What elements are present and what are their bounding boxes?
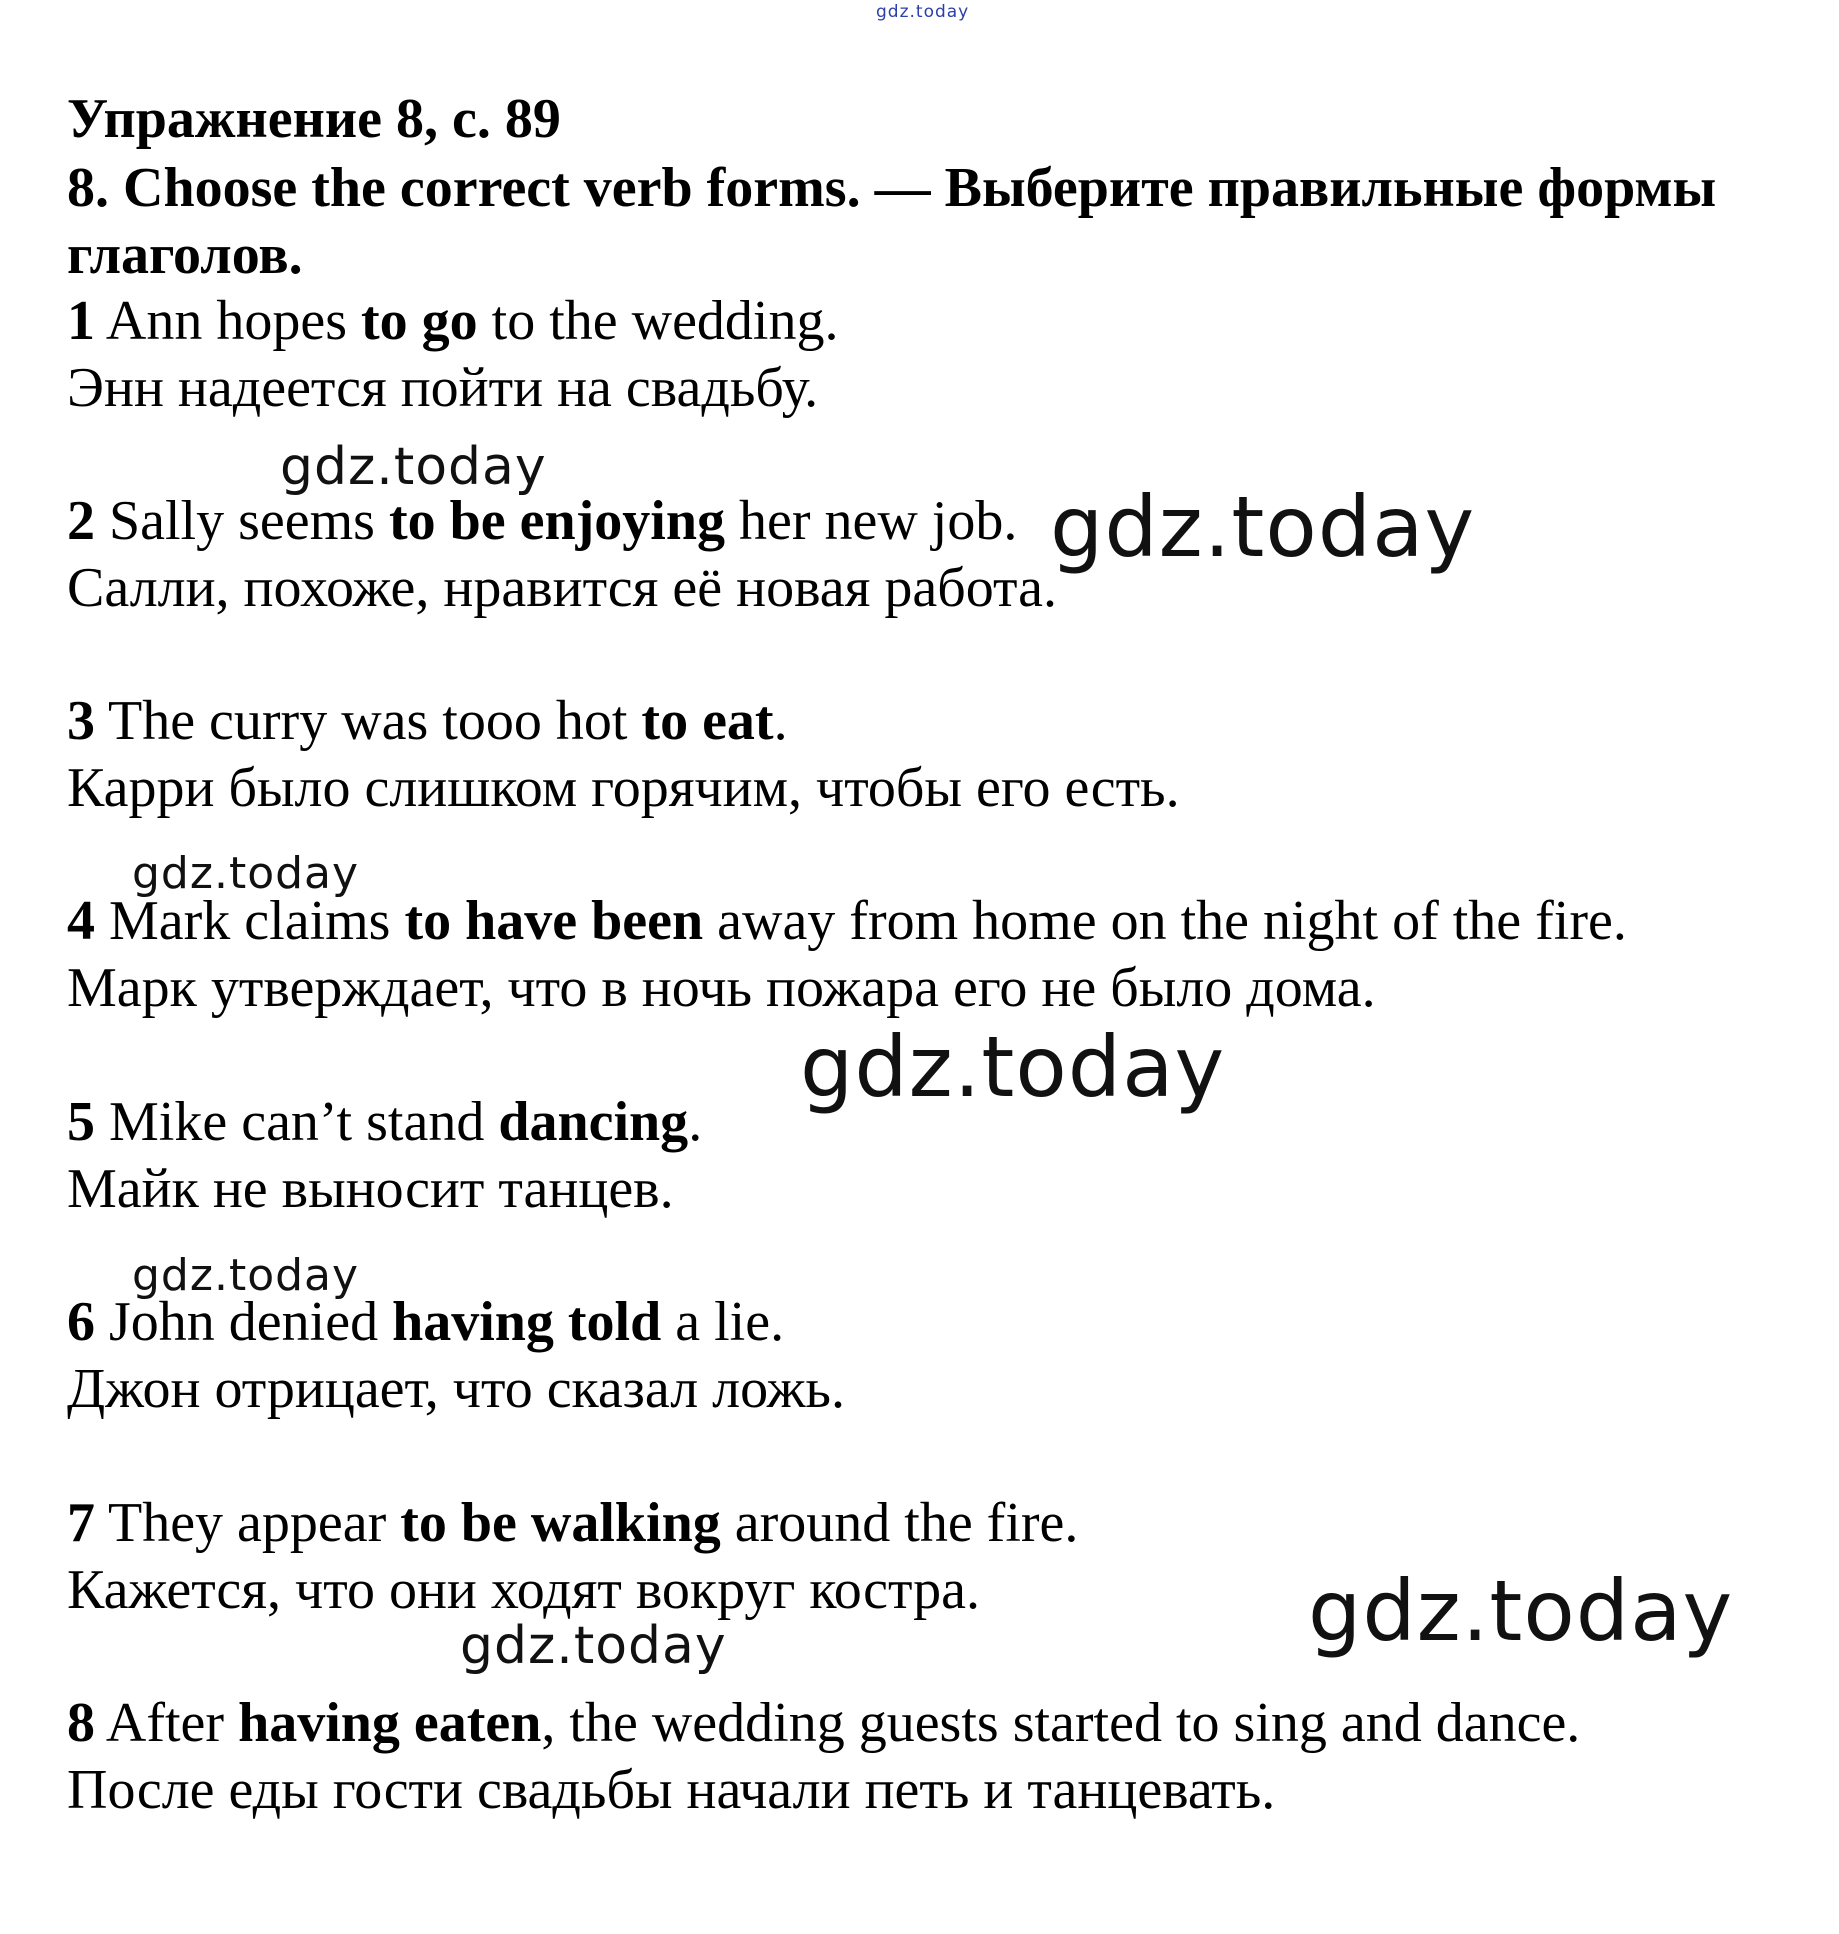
watermark-3: gdz.today [132,848,360,899]
item-6-russian: Джон отрицает, что сказал ложь. [67,1358,845,1420]
watermark-1: gdz.today [280,437,547,497]
item-6-english: 6 John denied having told a lie. [67,1291,785,1353]
watermark-2: gdz.today [1050,478,1476,576]
item-2-russian: Салли, похоже, нравится её новая работа. [67,557,1058,619]
item-3-russian: Карри было слишком горячим, чтобы его есть. [67,757,1180,819]
item-7-russian: Кажется, что они ходят вокруг костра. [67,1559,980,1621]
watermark-7: gdz.today [460,1616,727,1676]
item-1-english: 1 Ann hopes to go to the wedding. [67,290,839,352]
watermark-6: gdz.today [1308,1562,1734,1660]
task-instruction-line2: глаголов. [67,224,303,286]
top-watermark: gdz.today [876,2,970,22]
item-8-english: 8 After having eaten, the wedding guests started to sing and dance. [67,1692,1581,1754]
watermark-5: gdz.today [132,1250,360,1301]
task-instruction-line1: 8. Choose the correct verb forms. — Выберите правильные формы [67,157,1717,219]
item-8-russian: После еды гости свадьбы начали петь и танцевать. [67,1759,1276,1821]
item-4-russian: Марк утверждает, что в ночь пожара его не было дома. [67,957,1376,1019]
item-7-english: 7 They appear to be walking around the fire. [67,1492,1079,1554]
item-5-russian: Майк не выносит танцев. [67,1158,674,1220]
item-4-english: 4 Mark claims to have been away from home on the night of the fire. [67,890,1627,952]
watermark-4: gdz.today [800,1018,1226,1116]
item-1-russian: Энн надеется пойти на свадьбу. [67,357,819,419]
item-3-english: 3 The curry was tooo hot to eat. [67,690,788,752]
item-5-english: 5 Mike can’t stand dancing. [67,1091,703,1153]
item-2-english: 2 Sally seems to be enjoying her new job. [67,490,1018,552]
exercise-title: Упражнение 8, с. 89 [67,88,561,150]
